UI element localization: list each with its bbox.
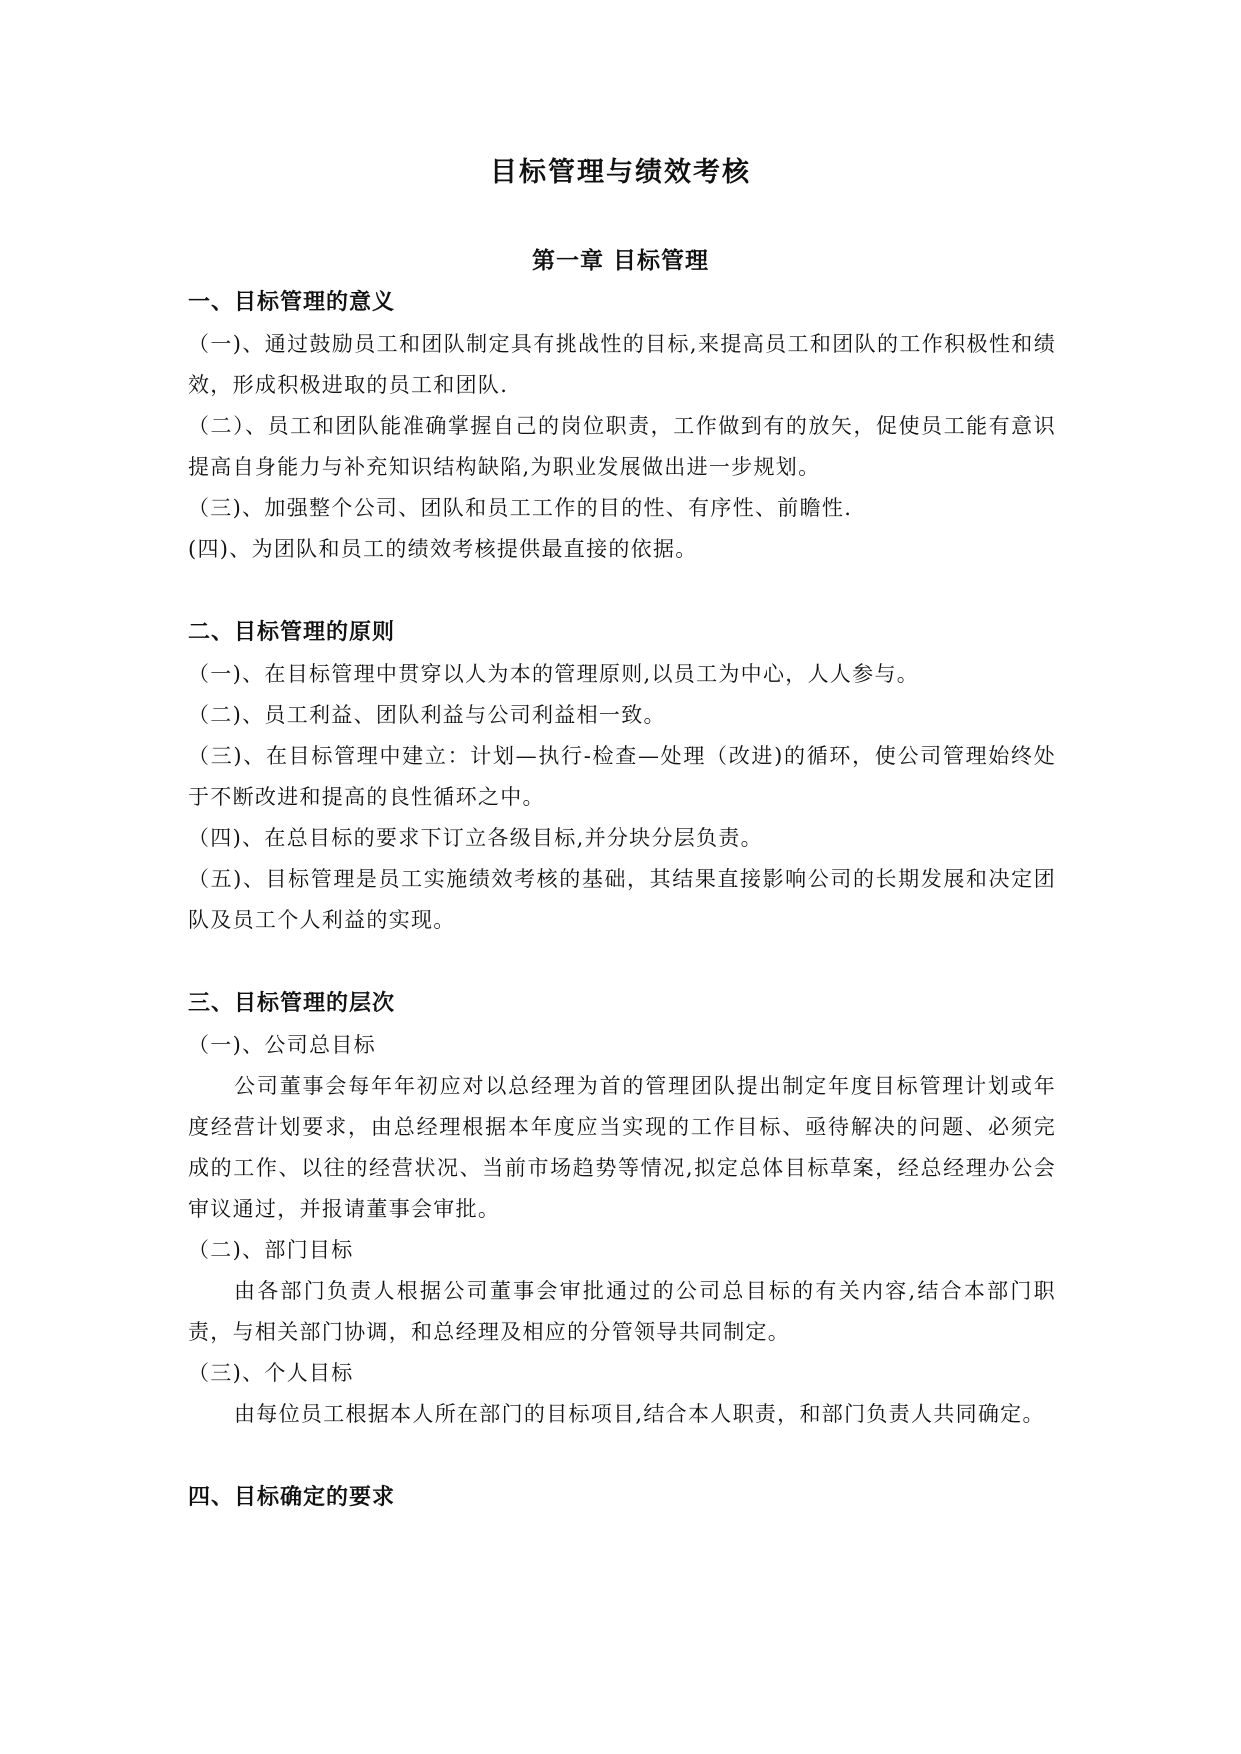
section-levels: [188, 983, 1056, 1435]
paragraph: (四)、为团队和员工的绩效考核提供最直接的依据。: [188, 537, 698, 561]
paragraph: （二)、员工利益、团队利益与公司利益相一致。: [188, 703, 666, 727]
document-title: 目标管理与绩效考核: [490, 157, 751, 188]
section-heading: 四、目标确定的要求: [188, 1485, 396, 1510]
paragraph: （二）、员工和团队能准确掌握自己的岗位职责，工作做到有的放矢，促使员工能有意识提高自身能力与补充知识结构缺陷,为职业发展做出进一步规划。: [188, 414, 1056, 479]
paragraph: （一)、通过鼓励员工和团队制定具有挑战性的目标,来提高员工和团队的工作积极性和绩效，形成积极进取的员工和团队.: [188, 332, 1056, 397]
paragraph: 由各部门负责人根据公司董事会审批通过的公司总目标的有关内容,结合本部门职责，与相关部门协调，和总经理及相应的分管领导共同制定。: [188, 1279, 1056, 1344]
section-requirements: [188, 1477, 1056, 1519]
section-heading: 一、目标管理的意义: [188, 290, 396, 315]
spacer: [188, 941, 1056, 983]
paragraph: （一)、在目标管理中贯穿以人为本的管理原则,以员工为中心，人人参与。: [188, 662, 920, 686]
subheading: （二)、部门目标: [188, 1238, 354, 1262]
subheading: （三)、个人目标: [188, 1361, 354, 1385]
spacer: [188, 570, 1056, 612]
section-meaning: [188, 282, 1056, 570]
document-body: [188, 282, 1056, 1519]
paragraph: （三)、加强整个公司、团队和员工工作的目的性、有序性、前瞻性.: [188, 496, 853, 520]
section-principles: [188, 612, 1056, 941]
paragraph: 由每位员工根据本人所在部门的目标项目,结合本人职责，和部门负责人共同确定。: [234, 1402, 1045, 1426]
spacer: [188, 1435, 1056, 1477]
paragraph: 公司董事会每年年初应对以总经理为首的管理团队提出制定年度目标管理计划或年度经营计划要求，由总经理根据本年度应当实现的工作目标、亟待解决的问题、必须完成的工作、以往的经营状况、当前市场趋势等情况,拟定总体目标草案，经总经理办公会审议通过，并报请董事会审批。: [188, 1074, 1056, 1221]
paragraph: （四)、在总目标的要求下订立各级目标,并分块分层负责。: [188, 826, 763, 850]
paragraph: （五)、目标管理是员工实施绩效考核的基础，其结果直接影响公司的长期发展和决定团队及员工个人利益的实现。: [188, 867, 1056, 932]
chapter-title: 第一章 目标管理: [531, 248, 709, 274]
section-heading: 三、目标管理的层次: [188, 991, 396, 1016]
section-heading: 二、目标管理的原则: [188, 620, 396, 645]
paragraph: （三)、在目标管理中建立：计划—执行-检查—处理（改进)的循环，使公司管理始终处于不断改进和提高的良性循环之中。: [188, 744, 1056, 809]
subheading: （一)、公司总目标: [188, 1033, 376, 1057]
